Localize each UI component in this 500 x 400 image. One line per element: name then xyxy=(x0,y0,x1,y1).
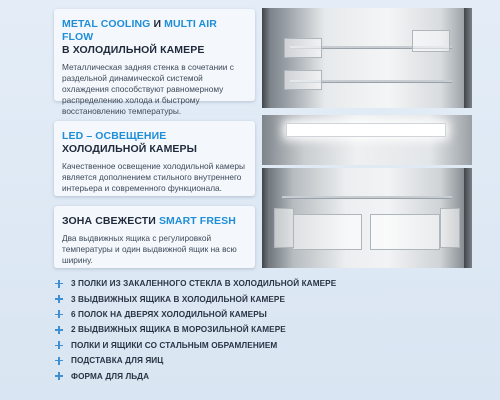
plus-icon xyxy=(55,280,63,288)
list-item xyxy=(55,291,485,306)
plus-icon xyxy=(55,357,63,365)
fridge-interior-photo xyxy=(262,8,472,108)
title-line: В ХОЛОДИЛЬНОЙ КАМЕРЕ xyxy=(62,44,205,56)
card-title xyxy=(62,215,247,228)
feature-label: 6 ПОЛОК НА ДВЕРЯХ ХОЛОДИЛЬНОЙ КАМЕРЫ xyxy=(71,309,267,319)
door-shelf xyxy=(274,208,294,248)
plus-icon xyxy=(55,326,63,334)
title-line: ХОЛОДИЛЬНОЙ КАМЕРЫ xyxy=(62,143,198,155)
title-connector: И xyxy=(150,18,165,30)
fresh-zone-photo xyxy=(262,168,472,268)
card-description: Качественное освещение холодильной камеры является дополнением стильного внутреннего интерьера и современного функционала. xyxy=(62,161,245,193)
door-edge xyxy=(464,8,472,108)
card-title xyxy=(62,130,247,156)
feature-label: 2 ВЫДВИЖНЫХ ЯЩИКА В МОРОЗИЛЬНОЙ КАМЕРЕ xyxy=(71,325,286,335)
list-item xyxy=(55,276,485,291)
title-accent: METAL COOLING xyxy=(62,18,151,30)
door-edge xyxy=(262,168,270,268)
title-accent: LED – ОСВЕЩЕНИЕ xyxy=(62,130,167,142)
door-shelf xyxy=(284,70,322,90)
title-accent: SMART FRESH xyxy=(158,215,236,227)
list-item xyxy=(55,368,485,383)
feature-card-metal-cooling xyxy=(54,9,255,116)
feature-label: ФОРМА ДЛЯ ЛЬДА xyxy=(71,371,150,381)
feature-label: ПОДСТАВКА ДЛЯ ЯИЦ xyxy=(71,356,164,366)
card-description: Металлическая задняя стенка в сочетании с раздельной динамической системой охлаждения способствуют равномерному распределению холода и быстрому восстановлению температуры. xyxy=(62,62,234,116)
door-shelf xyxy=(412,30,450,52)
door-shelf xyxy=(440,208,460,248)
title-line: ЗОНА СВЕЖЕСТИ xyxy=(62,215,159,227)
card-description: Два выдвижных ящика с регулировкой температуры и один выдвижной ящик на всю ширину. xyxy=(62,233,237,265)
feature-label: 3 ВЫДВИЖНЫХ ЯЩИКА В ХОЛОДИЛЬНОЙ КАМЕРЕ xyxy=(71,294,286,304)
list-item xyxy=(55,338,485,353)
door-shelf xyxy=(284,38,322,58)
feature-label: 3 ПОЛКИ ИЗ ЗАКАЛЕННОГО СТЕКЛА В ХОЛОДИЛЬНОЙ КАМЕРЕ xyxy=(71,279,337,289)
fresh-drawer xyxy=(370,214,440,250)
plus-icon xyxy=(55,310,63,318)
plus-icon xyxy=(55,295,63,303)
led-lamp-photo xyxy=(262,115,472,165)
feature-card-led xyxy=(54,121,255,196)
title-accent: MULTI AIR FLOW xyxy=(62,18,217,43)
glass-shelf xyxy=(282,196,452,199)
door-edge xyxy=(464,168,472,268)
feature-label: ПОЛКИ И ЯЩИКИ СО СТАЛЬНЫМ ОБРАМЛЕНИЕМ xyxy=(71,340,278,350)
led-lamp xyxy=(286,123,446,137)
plus-icon xyxy=(55,341,63,349)
feature-card-smart-fresh xyxy=(54,206,255,268)
feature-list xyxy=(55,276,485,384)
plus-icon xyxy=(55,372,63,380)
card-title xyxy=(62,18,247,57)
list-item xyxy=(55,353,485,368)
list-item xyxy=(55,322,485,337)
door-edge xyxy=(262,8,270,108)
list-item xyxy=(55,307,485,322)
fresh-drawer xyxy=(292,214,362,250)
